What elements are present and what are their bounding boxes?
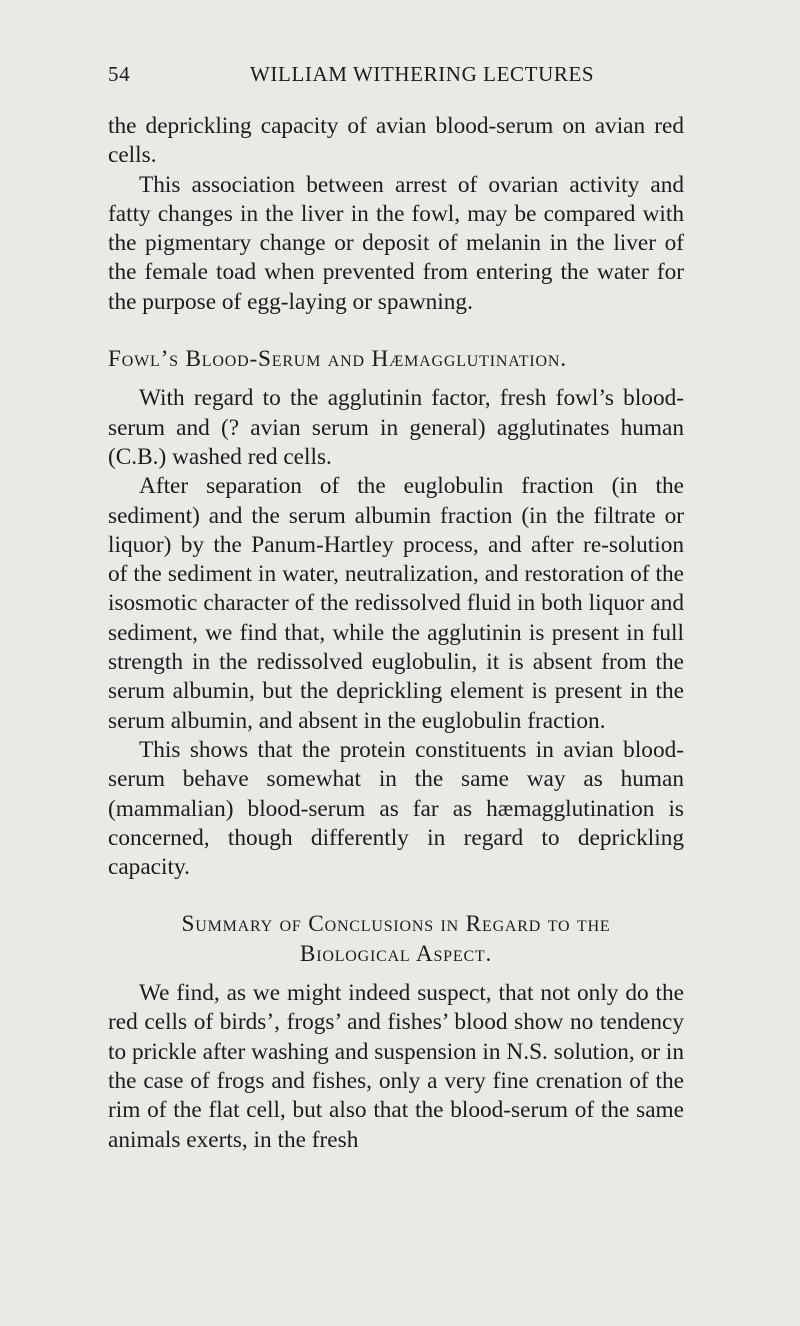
page-number: 54 xyxy=(108,62,131,86)
paragraph-euglobulin-separation: After separation of the euglobulin fraction (in the sediment) and the serum albumin fraction (in the filtrate or liquor) by the Panum-Hartley process, and after re-solution of the sediment in water, neutralization, and restoration of the isosmotic character of the redissolved fluid in both liquor and sediment, we find that, while the agglutinin is present in full strength in the redissolved euglobulin, it is absent from the serum albumin, but the deprickling element is present in the serum albumin, and absent in the euglobulin fraction. xyxy=(108,473,684,734)
section-heading-haemagglutination: Fowl’s Blood-Serum and Hæmagglutination. xyxy=(108,346,567,373)
paragraph-agglutinin-factor: With regard to the agglutinin factor, fresh fowl’s blood-serum and (? avian serum in general) agglutinates human (C.B.) washed red cells. xyxy=(108,385,684,470)
section-heading-summary-line1: Summary of Conclusions in Regard to the xyxy=(181,911,611,938)
section-heading-summary xyxy=(108,910,684,969)
paragraph-ovarian-activity: This association between arrest of ovarian activity and fatty changes in the liver in the fowl, may be compared with the pigmentary change or deposit of melanin in the liver of the female toad when prevented from entering the water for the purpose of egg-laying or spawning. xyxy=(108,171,684,315)
paragraph-summary-findings: We find, as we might indeed suspect, that not only do the red cells of birds’, frogs’ and fishes’ blood show no tendency to prickle after washing and suspension in N.S. solution, or in the case of frogs and fishes, only a very fine crenation of the rim of the flat cell, but also that the blood-serum of the same animals exerts, in the fresh xyxy=(108,980,684,1153)
running-head xyxy=(108,62,680,92)
paragraph-protein-constituents: This shows that the protein constituents in avian blood-serum behave somewhat in the same way as human (mammalian) blood-serum as far as hæmagglutination is concerned, though differently in regard to deprickling capacity. xyxy=(108,736,684,881)
paragraph-continuation: the deprickling capacity of avian blood-serum on avian red cells. xyxy=(108,113,684,169)
body-text xyxy=(108,112,684,1155)
running-title: WILLIAM WITHERING LECTURES xyxy=(250,62,595,86)
section-heading-summary-line2: Biological Aspect. xyxy=(299,940,493,967)
